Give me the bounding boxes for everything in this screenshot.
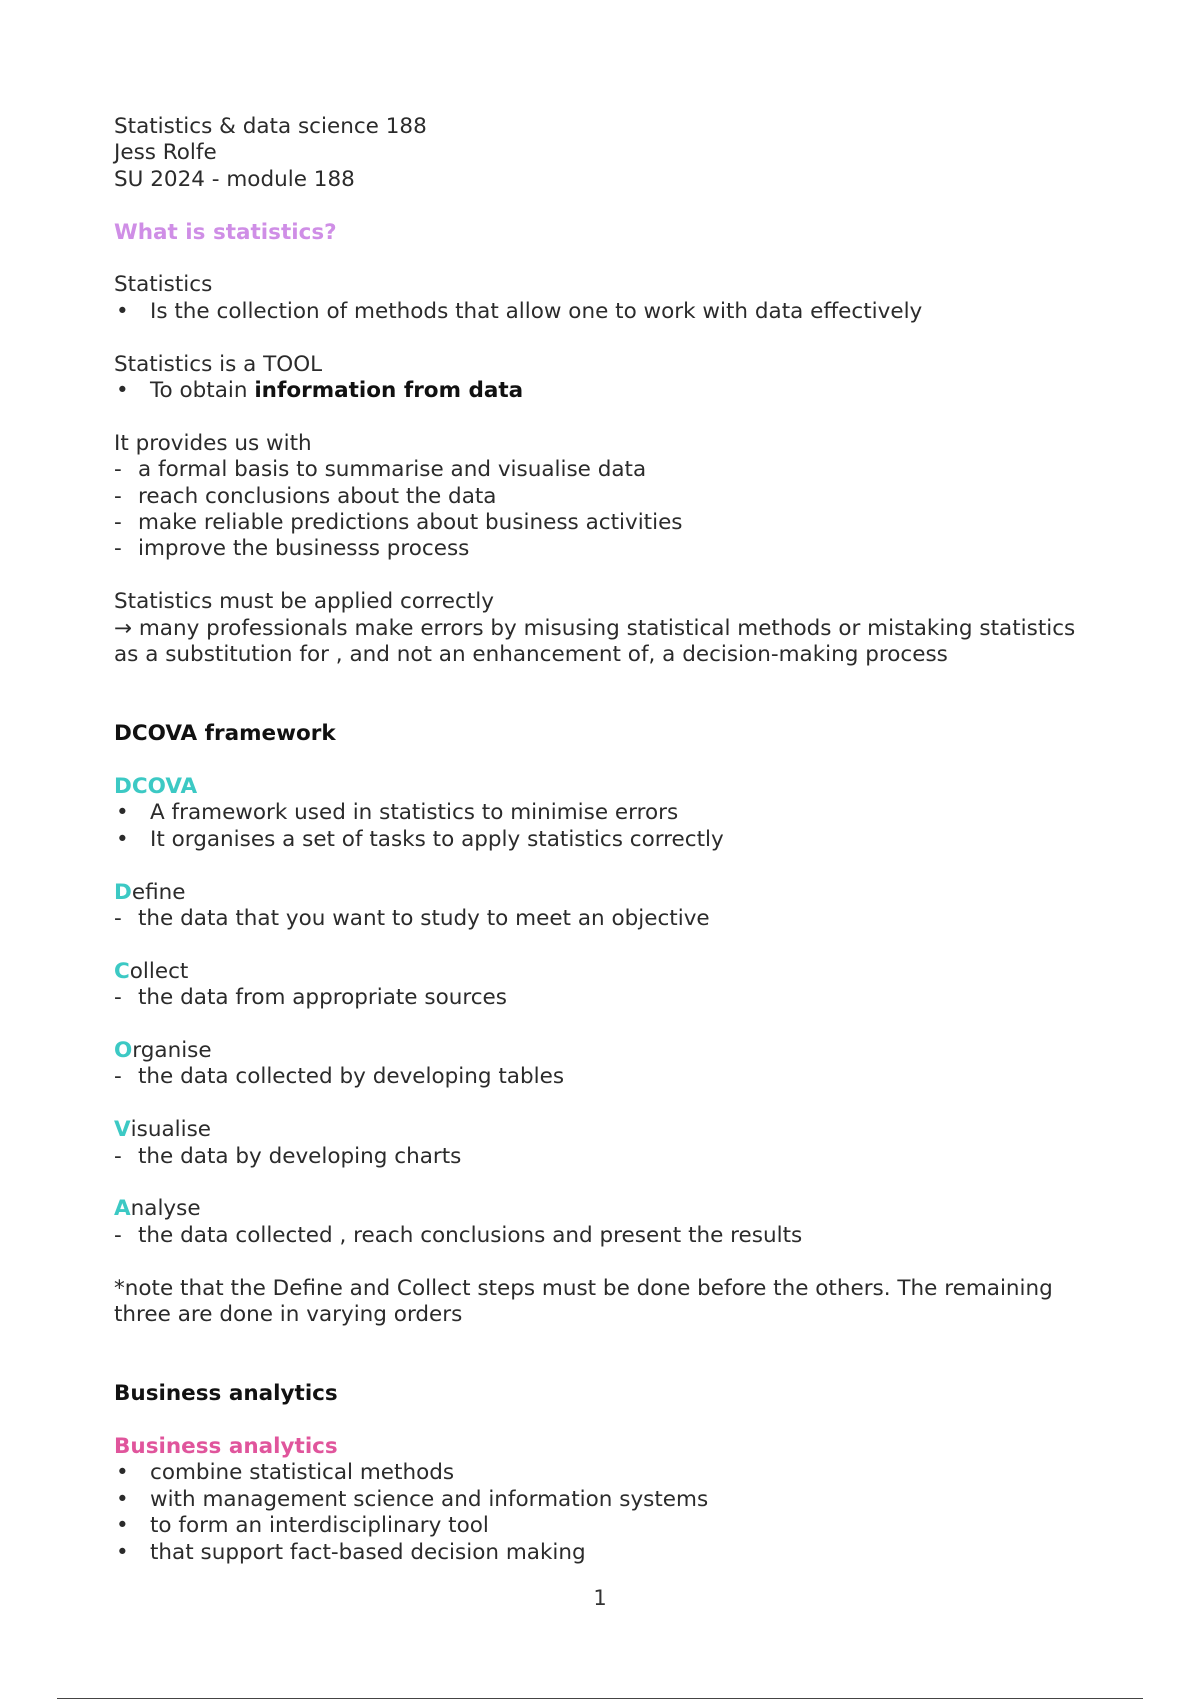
list-item — [114, 510, 1094, 536]
list-item-text: the data by developing charts — [138, 1143, 462, 1169]
step-initial: C — [114, 958, 130, 984]
bullet-marker: • — [116, 1513, 129, 1539]
page-divider — [57, 1698, 1143, 1699]
list-item-text: make reliable predictions about business activities — [138, 510, 683, 536]
dcova-step-collect — [114, 959, 1094, 985]
list-item-text — [114, 378, 523, 404]
step-initial: V — [114, 1117, 131, 1143]
list-item — [114, 1487, 1094, 1513]
step-rest: isualise — [130, 1117, 211, 1143]
list-item — [114, 536, 1094, 562]
business-analytics-term: Business analytics — [114, 1434, 338, 1460]
list-item-text: A framework used in statistics to minimise errors — [150, 800, 679, 826]
section-heading-business-analytics: Business analytics — [114, 1381, 338, 1407]
step-initial: O — [114, 1038, 133, 1064]
dash-marker: - — [114, 906, 122, 932]
bullet-marker: • — [116, 378, 129, 404]
list-item-text: the data from appropriate sources — [138, 985, 507, 1011]
dash-marker: - — [114, 985, 122, 1011]
list-item-text: to form an interdisciplinary tool — [150, 1513, 489, 1539]
list-item — [114, 1513, 1094, 1539]
list-item-text: reach conclusions about the data — [138, 483, 497, 509]
step-rest: nalyse — [130, 1196, 201, 1222]
statistics-label: Statistics — [114, 272, 213, 298]
step-rest: efine — [131, 879, 186, 905]
dash-marker: - — [114, 483, 122, 509]
dash-marker: - — [114, 1064, 122, 1090]
list-item — [114, 484, 1094, 510]
dash-marker: - — [114, 457, 122, 483]
dcova-step-define — [114, 880, 1094, 906]
list-item — [114, 378, 1094, 404]
dash-marker: - — [114, 536, 122, 562]
course-title: Statistics & data science 188 — [114, 114, 427, 139]
tool-label: Statistics is a TOOL — [114, 351, 323, 377]
list-item — [114, 1064, 1094, 1090]
list-item — [114, 1540, 1094, 1566]
list-item — [114, 827, 1094, 853]
list-item — [114, 457, 1094, 483]
step-initial: A — [114, 1196, 131, 1222]
bullet-marker: • — [116, 1460, 129, 1486]
applied-text: → many professionals make errors by misusing statistical methods or mistaking statistics as a substitution for , and not an enhancement of, a decision-making process — [114, 615, 1076, 668]
list-item-text: that support fact-based decision making — [150, 1539, 586, 1565]
list-item — [114, 299, 1094, 325]
dcova-step-organise — [114, 1038, 1094, 1064]
list-item — [114, 906, 1094, 932]
list-item — [114, 800, 1094, 826]
tool-bullet-emphasis: information from data — [254, 378, 524, 404]
bullet-marker: • — [116, 826, 129, 852]
dash-marker: - — [114, 510, 122, 536]
list-item-text: the data that you want to study to meet an objective — [138, 906, 710, 932]
list-item-text: the data collected , reach conclusions and present the results — [138, 1222, 803, 1248]
list-item-text: It organises a set of tasks to apply statistics correctly — [150, 826, 724, 852]
dcova-step-visualise — [114, 1117, 1094, 1143]
step-rest: rganise — [132, 1038, 212, 1064]
bullet-marker: • — [116, 1539, 129, 1565]
section-heading-dcova: DCOVA framework — [114, 721, 336, 747]
list-item-text: with management science and information systems — [150, 1486, 709, 1512]
term-label: SU 2024 - module 188 — [114, 166, 355, 192]
document-page — [114, 114, 1094, 1566]
list-item — [114, 1144, 1094, 1170]
tool-bullet-prefix: To obtain — [150, 378, 255, 404]
list-item-text: improve the businesss process — [138, 536, 470, 562]
applied-label: Statistics must be applied correctly — [114, 589, 494, 615]
list-item — [114, 1460, 1094, 1486]
dcova-note: *note that the Define and Collect steps must be done before the others. The remaining three are done in varying orders — [114, 1275, 1053, 1328]
step-initial: D — [114, 879, 132, 905]
list-item — [114, 985, 1094, 1011]
list-item-text: a formal basis to summarise and visualise data — [138, 457, 647, 483]
bullet-marker: • — [116, 800, 129, 826]
dash-marker: - — [114, 1143, 122, 1169]
dcova-term: DCOVA — [114, 774, 198, 800]
page-number: 1 — [593, 1586, 607, 1610]
bullet-marker: • — [116, 1486, 129, 1512]
author-name: Jess Rolfe — [114, 140, 217, 166]
bullet-marker: • — [116, 298, 129, 324]
list-item-text: Is the collection of methods that allow one to work with data effectively — [150, 298, 923, 324]
dcova-step-analyse — [114, 1196, 1094, 1222]
step-rest: ollect — [129, 958, 189, 984]
provides-label: It provides us with — [114, 430, 312, 456]
list-item — [114, 1223, 1094, 1249]
list-item-text: combine statistical methods — [150, 1460, 455, 1486]
list-item-text: the data collected by developing tables — [138, 1064, 565, 1090]
dash-marker: - — [114, 1222, 122, 1248]
section-heading-what-is-statistics: What is statistics? — [114, 219, 337, 245]
